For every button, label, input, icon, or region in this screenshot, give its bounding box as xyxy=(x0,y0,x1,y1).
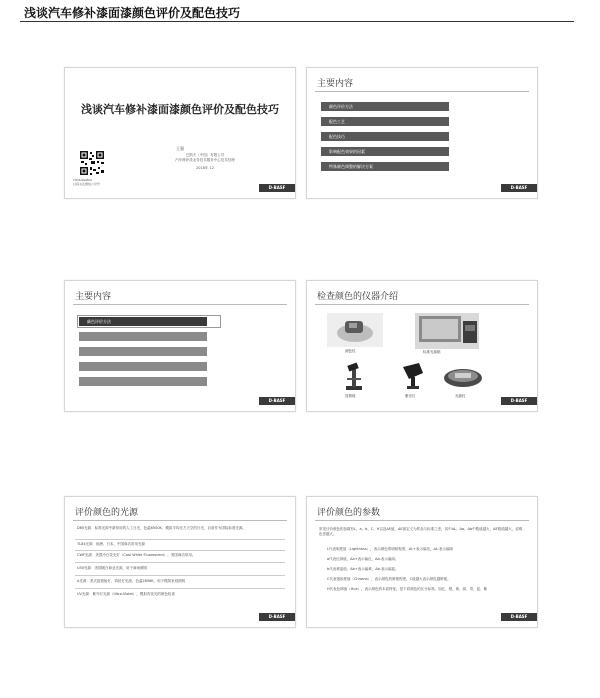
heading-rule xyxy=(73,520,287,521)
slide-org xyxy=(125,153,285,163)
row-divider xyxy=(75,562,285,563)
slide-org-line1: 巴斯夫（中国）有限公司 xyxy=(185,153,225,157)
slide-light-sources xyxy=(64,496,296,628)
qr-caption-line2: 扫码关注微信公众号 xyxy=(73,182,101,186)
slide-instruments xyxy=(306,280,538,412)
agenda-item-dim xyxy=(79,362,207,371)
slide-agenda xyxy=(306,67,538,199)
document-title: 浅谈汽车修补漆面漆颜色评价及配色技巧 xyxy=(24,6,241,20)
basf-logo: D-BASF xyxy=(259,397,295,405)
parameter-bullet: L代表明度值（Lightness），表示颜色的明暗程度，ΔL+表示偏亮，ΔL-表示偏暗 xyxy=(327,547,454,551)
light-booth-image xyxy=(415,313,479,349)
light-source-line: TL84光源：欧洲、日本、中国商店常用光源 xyxy=(77,542,146,546)
qr-code-icon xyxy=(79,150,105,176)
light-source-line: UV光源：紫外灯光源（Ultra-Violet），模拟有荧光的颜色检查 xyxy=(77,592,175,596)
heading-rule xyxy=(315,91,529,92)
instrument-caption: 标准光源箱 xyxy=(423,350,441,354)
slide-heading: 评价颜色的光源 xyxy=(75,508,139,518)
heading-rule xyxy=(315,304,529,305)
slide-color-parameters xyxy=(306,496,538,628)
instrument-caption: 光源仪 xyxy=(455,394,466,398)
slide-title-text: 浅谈汽车修补漆面漆颜色评价及配色技巧 xyxy=(81,103,279,116)
slide-org-line2: 汽车修补漆业务技术服务中心技术经理 xyxy=(175,158,235,162)
basf-logo: D-BASF xyxy=(501,397,537,405)
parameter-bullet: a代表红绿值，Δa+表示偏红，Δa-表示偏绿。 xyxy=(327,557,399,561)
row-divider xyxy=(75,575,285,576)
row-divider xyxy=(75,550,285,551)
light-source-line: CWF光源：美国冷白荧光灯（Cool White Fluorescent），美国商店常用。 xyxy=(77,553,196,557)
slide-author: 王强 xyxy=(176,146,184,151)
agenda-item-dim xyxy=(79,347,207,356)
row-divider xyxy=(75,588,285,589)
agenda-item: 颜色评价方法 xyxy=(321,102,449,111)
slide-date: 2018年 12 xyxy=(196,166,214,170)
heading-rule xyxy=(73,304,287,305)
slide-title xyxy=(64,67,296,199)
spectrophotometer-image xyxy=(327,313,383,347)
basf-logo: D-BASF xyxy=(501,184,537,192)
qr-caption-line1: TOOLS&MAX xyxy=(73,178,93,182)
basf-logo: D-BASF xyxy=(259,613,295,621)
basf-logo: D-BASF xyxy=(501,613,537,621)
instrument-caption: 测色仪 xyxy=(345,349,356,353)
slide-heading: 评价颜色的参数 xyxy=(317,508,381,518)
slide-heading: 主要内容 xyxy=(75,292,112,302)
agenda-item-active: 颜色评价方法 xyxy=(79,317,207,326)
agenda-item-dim xyxy=(79,332,207,341)
uv-lamp-image xyxy=(399,361,427,391)
light-source-line: U30光源：美国暖白商业光源，用于商场照明 xyxy=(77,566,148,570)
agenda-item-dim xyxy=(79,377,207,386)
parameter-bullet: H代表色调值（Hue），表示颜色的本质特征，是不同颜色的区分标准。如红、橙、黄、绿、青、蓝、紫 xyxy=(327,587,488,591)
microscope-image xyxy=(343,361,365,391)
parameter-bullet: b代表黄蓝值，Δb+表示偏黄，Δb-表示偏蓝。 xyxy=(327,567,399,571)
light-source-line: D65光源：标准光源中最常用的人工日光，色温6500K，模拟平均北方天空的日光，目前作为国际标准光源。 xyxy=(77,526,246,530)
parameter-bullet: C代表饱和度值（Chroma），表示颜色的鲜艳程度，C值越大表示颜色越鲜艳。 xyxy=(327,577,451,581)
agenda-item: 影响配色效果的因素 xyxy=(321,147,449,156)
header-rule xyxy=(20,21,574,22)
qr-caption xyxy=(73,178,100,186)
slide-heading: 检查颜色的仪器介绍 xyxy=(317,292,399,302)
parameters-intro: 常见评价颜色的参数有L、a、b、C、H以及ΔE值，ΔE被定义为样品与标准之差，其中ΔL、Δa、Δb中数值越大，ΔE数值越大，说明色差越大。 xyxy=(319,527,523,536)
instrument-caption: 显微镜 xyxy=(345,394,356,398)
agenda-item: 特殊颜色调整的解决方案 xyxy=(321,162,449,171)
heading-rule xyxy=(315,520,529,521)
agenda-item: 配色工艺 xyxy=(321,117,449,126)
instrument-caption: 紫光灯 xyxy=(405,394,416,398)
agenda-item: 配色技巧 xyxy=(321,132,449,141)
light-meter-image xyxy=(443,367,483,389)
slide-heading: 主要内容 xyxy=(317,79,354,89)
basf-logo: D-BASF xyxy=(259,184,295,192)
slide-agenda-highlight xyxy=(64,280,296,412)
row-divider xyxy=(75,539,285,540)
light-source-line: A光源：美式厨窗射灯，钨丝灯光源，色温2856K，用于模拟家庭照明 xyxy=(77,579,186,583)
